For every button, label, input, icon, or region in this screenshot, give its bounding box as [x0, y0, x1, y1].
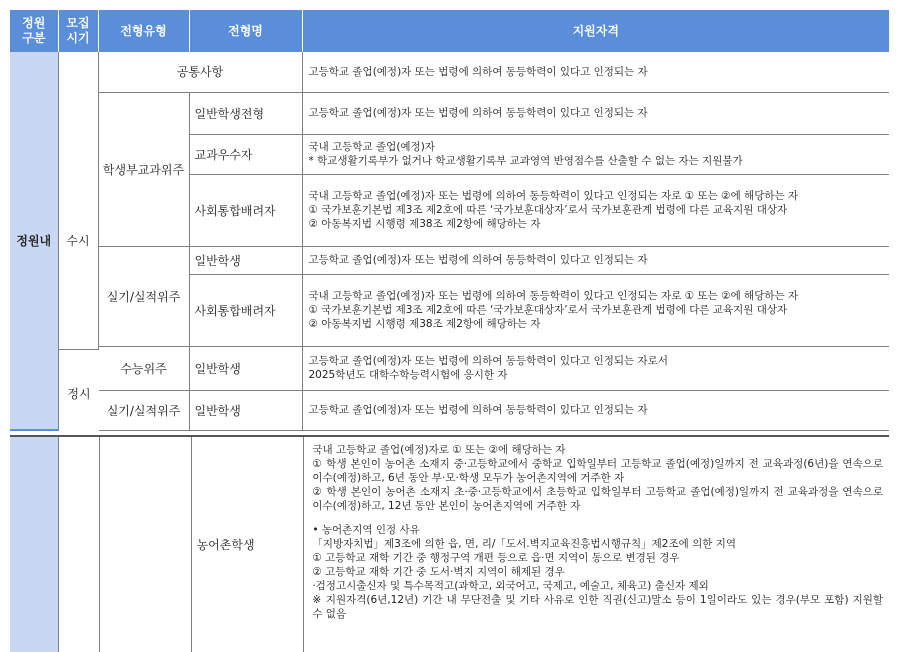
type-jeongsi-practical: 실기/실적위주	[98, 390, 189, 430]
qual-suneung-general	[302, 346, 889, 390]
header-name: 전형명	[189, 10, 302, 52]
table-row	[10, 92, 889, 134]
qual-line: ① 학생 본인이 농어촌 소재지 중·고등학교에서 중학교 입학일부터 고등학교 졸업(예정)일까지 전 교육과정(6년)을 연속으로 이수(예정)하고, 6년 동안 부·모·학생 모두가 농어촌지역에 거주한 자	[312, 458, 883, 484]
rural-section	[10, 435, 889, 652]
common-label: 공통사항	[98, 52, 302, 92]
qual-line: 고등학교 졸업(예정)자 또는 법령에 의하여 동등학력이 있다고 인정되는 자로서	[308, 355, 668, 367]
table-row	[10, 52, 889, 92]
qual-line: ① 고등학교 재학 기간 중 행정구역 개편 등으로 읍·면 지역이 동으로 변경된 경우	[312, 552, 680, 564]
spacer	[312, 513, 883, 523]
qual-line: ※ 지원자격(6년,12년) 기간 내 무단전출 및 기타 사유로 인한 직권(신고)말소 등이 1일이라도 있는 경우(부모 포함) 지원할 수 없음	[312, 594, 883, 620]
common-qual: 고등학교 졸업(예정)자 또는 법령에 의하여 동등학력이 있다고 인정되는 자	[302, 52, 889, 92]
qual-line: 「지방자치법」제3조에 의한 읍, 면, 리/「도서.벽지교육진흥법시행규칙」제2조에 의한 지역	[312, 538, 736, 550]
name-social-1: 사회통합배려자	[189, 174, 302, 246]
name-principal: 교과우수자	[189, 134, 302, 174]
qual-line: ② 고등학교 재학 기간 중 도서·벽지 지역이 해제된 경우	[312, 566, 565, 578]
qual-line: 2025학년도 대학수학능력시험에 응시한 자	[308, 369, 508, 381]
qual-line: ② 아동복지법 시행령 제38조 제2항에 해당하는 자	[308, 318, 541, 330]
qual-jeongsi-practical-general: 고등학교 졸업(예정)자 또는 법령에 의하여 동등학력이 있다고 인정되는 자	[302, 390, 889, 430]
name-social-2: 사회통합배려자	[189, 274, 302, 346]
rural-quota-cell	[10, 437, 58, 652]
qual-line: 국내 고등학교 졸업(예정)자 또는 법령에 의하여 동등학력이 있다고 인정되는 자로 ① 또는 ②에 해당하는 자	[308, 190, 799, 202]
period-jeongsi-text: 정시	[67, 386, 91, 401]
qual-line: ① 국가보훈기본법 제3조 제2호에 따른 ‘국가보훈대상자’로서 국가보훈관계 법령에 다른 교육지원 대상자	[308, 304, 788, 316]
name-suneung-general: 일반학생	[189, 346, 302, 390]
qual-line: ·검정고시출신자 및 특수목적고(과학고, 외국어고, 국제고, 예술고, 체육고) 출신자 제외	[312, 580, 709, 592]
rural-period-cell	[58, 437, 99, 652]
qual-line: 국내 고등학교 졸업(예정)자 또는 법령에 의하여 동등학력이 있다고 인정되는 자로 ① 또는 ②에 해당하는 자	[308, 290, 799, 302]
qual-line: 국내 고등학교 졸업(예정)자	[308, 141, 435, 153]
qual-rural	[303, 437, 889, 652]
period-jeongsi-label	[59, 349, 99, 436]
type-suneung: 수능위주	[98, 346, 189, 390]
admission-table	[10, 10, 889, 431]
qual-line: ① 국가보훈기본법 제3조 제2호에 따른 ‘국가보훈대상자’로서 국가보훈관계 법령에 다른 교육지원 대상자	[308, 204, 788, 216]
table-row	[10, 390, 889, 430]
qual-principal	[302, 134, 889, 174]
qual-practical-general: 고등학교 졸업(예정)자 또는 법령에 의하여 동등학력이 있다고 인정되는 자	[302, 246, 889, 274]
header-type: 전형유형	[98, 10, 189, 52]
header-qual: 지원자격	[302, 10, 889, 52]
qual-social-2	[302, 274, 889, 346]
table-row	[10, 246, 889, 274]
type-practical: 실기/실적위주	[98, 246, 189, 346]
header-row	[10, 10, 889, 52]
rural-type-cell	[99, 437, 191, 652]
rural-name-cell	[191, 437, 304, 652]
quota-label: 정원내	[10, 52, 58, 430]
header-period: 모집 시기	[58, 10, 98, 52]
name-jeongsi-practical-general: 일반학생	[189, 390, 302, 430]
qual-line: • 농어촌지역 인정 사유	[312, 524, 420, 536]
period-susi: 수시	[58, 52, 98, 430]
type-student-record: 학생부교과위주	[98, 92, 189, 246]
qual-line: ② 학생 본인이 농어촌 소재지 초·중·고등학교에서 초등학교 입학일부터 고등학교 졸업(예정)일까지 전 교육과정을 연속으로 이수(예정)하고, 12년 동안 본인이 농어촌지역에 거주한 자	[312, 486, 883, 512]
qual-line: * 학교생활기록부가 없거나 학교생활기록부 교과영역 반영점수를 산출할 수 없는 자는 지원불가	[308, 155, 743, 167]
qual-social-1	[302, 174, 889, 246]
qual-line: 국내 고등학교 졸업(예정)자로 ① 또는 ②에 해당하는 자	[312, 444, 566, 456]
name-general: 일반학생전형	[189, 92, 302, 134]
table-row	[10, 346, 889, 390]
name-practical-general: 일반학생	[189, 246, 302, 274]
header-quota: 정원 구분	[10, 10, 58, 52]
qual-line: ② 아동복지법 시행령 제38조 제2항에 해당하는 자	[308, 218, 541, 230]
qual-general: 고등학교 졸업(예정)자 또는 법령에 의하여 동등학력이 있다고 인정되는 자	[302, 92, 889, 134]
name-rural: 농어촌학생	[196, 538, 255, 552]
